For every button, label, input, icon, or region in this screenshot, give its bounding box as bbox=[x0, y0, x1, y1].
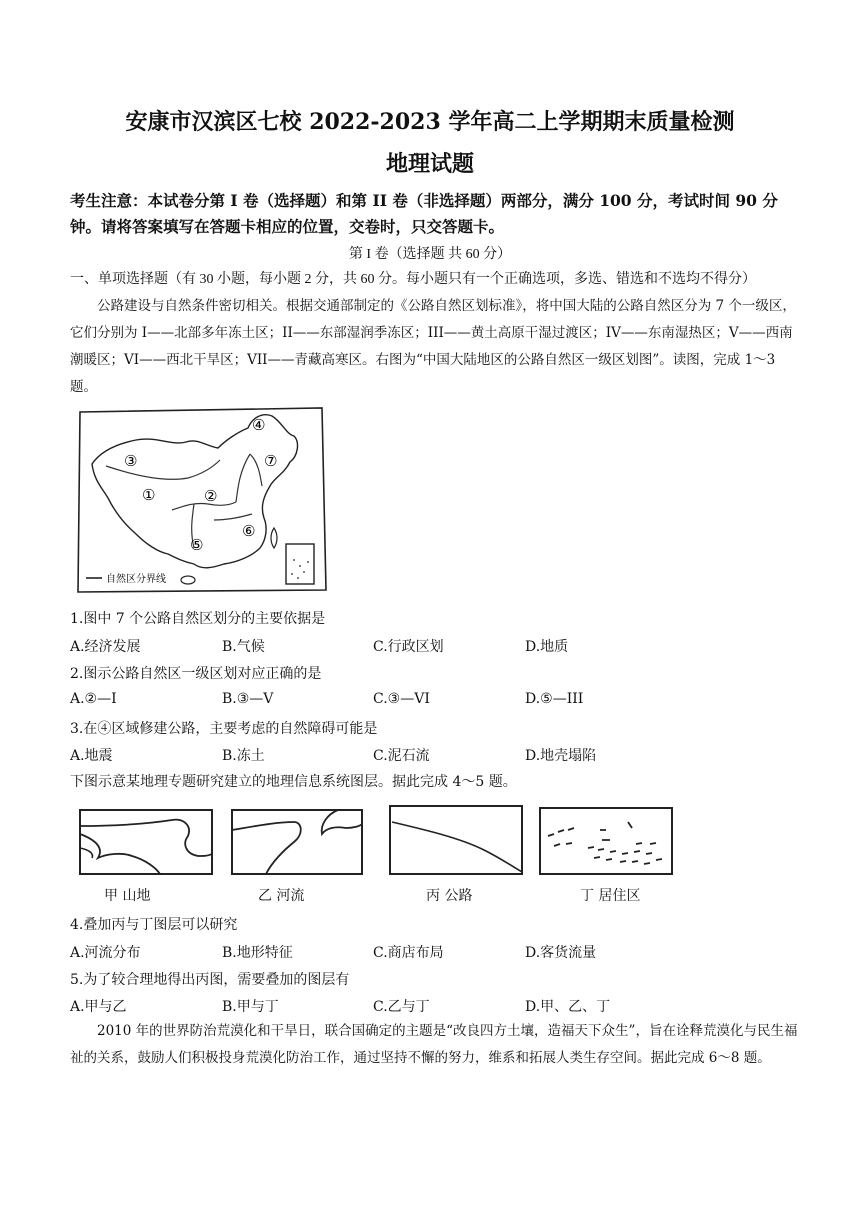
option-a: A.河流分布 bbox=[70, 945, 141, 961]
region-label-2: ② bbox=[204, 487, 218, 505]
option-c: C.商店布局 bbox=[373, 945, 444, 961]
layer-mountain-panel bbox=[80, 810, 212, 874]
layer-caption-mountain: 甲 山地 bbox=[104, 888, 151, 904]
option-b: B.③—V bbox=[222, 691, 274, 707]
option-c: C.行政区划 bbox=[373, 639, 444, 655]
option-c: C.泥石流 bbox=[373, 748, 430, 764]
question-2-stem: 2.图示公路自然区一级区划对应正确的是 bbox=[70, 666, 322, 682]
option-d: D.⑤—III bbox=[525, 691, 584, 707]
layer-residential-panel bbox=[540, 808, 672, 874]
layer-river-panel bbox=[232, 810, 362, 874]
option-b: B.气候 bbox=[222, 639, 265, 655]
option-b: B.冻土 bbox=[222, 748, 265, 764]
question-5-stem: 5.为了较合理地得出丙图，需要叠加的图层有 bbox=[70, 972, 350, 988]
region-label-4: ④ bbox=[252, 416, 266, 434]
hainan-island bbox=[181, 576, 195, 584]
legend-label: 自然区分界线 bbox=[106, 574, 166, 585]
china-highway-zone-map bbox=[76, 402, 328, 594]
exam-subtitle: 地理试题 bbox=[385, 151, 474, 177]
zone-boundary-line bbox=[214, 514, 252, 520]
zone-boundary-line bbox=[250, 454, 262, 486]
option-b: B.甲与丁 bbox=[222, 999, 279, 1015]
region-label-7: ⑦ bbox=[264, 452, 278, 470]
layer-highway-panel bbox=[390, 806, 522, 874]
region-label-1: ① bbox=[142, 486, 156, 504]
part1-heading: 第 I 卷（选择题 共 60 分） bbox=[348, 247, 512, 262]
option-a: A.甲与乙 bbox=[70, 999, 127, 1015]
question-3-stem: 3.在④区域修建公路，主要考虑的自然障碍可能是 bbox=[70, 721, 378, 737]
region-label-5: ⑤ bbox=[190, 536, 204, 554]
inset-islands bbox=[291, 559, 309, 579]
option-d: D.地质 bbox=[525, 639, 569, 655]
exam-title: 安康市汉滨区七校 2022-2023 学年高二上学期期末质量检测 bbox=[125, 109, 735, 135]
gis-intro: 下图示意某地理专题研究建立的地理信息系统图层。据此完成 4～5 题。 bbox=[70, 774, 517, 790]
exam-notice: 考生注意：本试卷分第 I 卷（选择题）和第 II 卷（非选择题）两部分，满分 100 分，考试时间 90 分钟。请将答案填写在答题卡相应的位置，交卷时，只交答题卡。 bbox=[70, 191, 778, 236]
question-4-stem: 4.叠加丙与丁图层可以研究 bbox=[70, 917, 238, 933]
option-c: C.③—VI bbox=[373, 691, 430, 707]
south-china-sea-inset bbox=[286, 544, 314, 584]
option-b: B.地形特征 bbox=[222, 945, 293, 961]
option-d: D.地壳塌陷 bbox=[525, 748, 597, 764]
taiwan-island bbox=[271, 528, 277, 548]
layer-caption-highway: 丙 公路 bbox=[426, 888, 473, 904]
option-c: C.乙与丁 bbox=[373, 999, 430, 1015]
option-a: A.地震 bbox=[70, 748, 113, 764]
layer-caption-residential: 丁 居住区 bbox=[580, 888, 641, 904]
option-d: D.甲、乙、丁 bbox=[525, 999, 611, 1015]
section1-heading: 一、单项选择题（有 30 小题，每小题 2 分，共 60 分。每小题只有一个正确选项，多选、错选和不选均不得分） bbox=[70, 272, 756, 287]
region-label-3: ③ bbox=[124, 452, 138, 470]
region-label-6: ⑥ bbox=[242, 522, 256, 540]
zone-boundary-line bbox=[236, 454, 250, 502]
option-a: A.经济发展 bbox=[70, 639, 141, 655]
passage-desertification: 2010 年的世界防治荒漠化和干旱日，联合国确定的主题是“改良四方土壤，造福天下众生”，旨在诠释荒漠化与民生福祉的关系，鼓励人们积极投身荒漠化防治工作，通过坚持不懈的努力，维系和拓展人类生存空间。据此完成 6～8 题。 bbox=[70, 1023, 798, 1066]
option-d: D.客货流量 bbox=[525, 945, 597, 961]
question-1-stem: 1.图中 7 个公路自然区划分的主要依据是 bbox=[70, 611, 326, 627]
passage-highway-zoning: 公路建设与自然条件密切相关。根据交通部制定的《公路自然区划标准》，将中国大陆的公路自然区分为 7 个一级区，它们分别为 I——北部多年冻土区；II——东部湿润季冻区；III——黄土高原干湿过渡区；IV——东南湿热区；V——西南潮暖区；VI——西北干旱区；VII——青藏高寒区。右图为“中国大陆地区的公路自然区一级区划图”。读图，完成 1～3 题。 bbox=[70, 298, 796, 395]
option-a: A.②—I bbox=[70, 691, 117, 707]
layer-caption-river: 乙 河流 bbox=[258, 888, 305, 904]
